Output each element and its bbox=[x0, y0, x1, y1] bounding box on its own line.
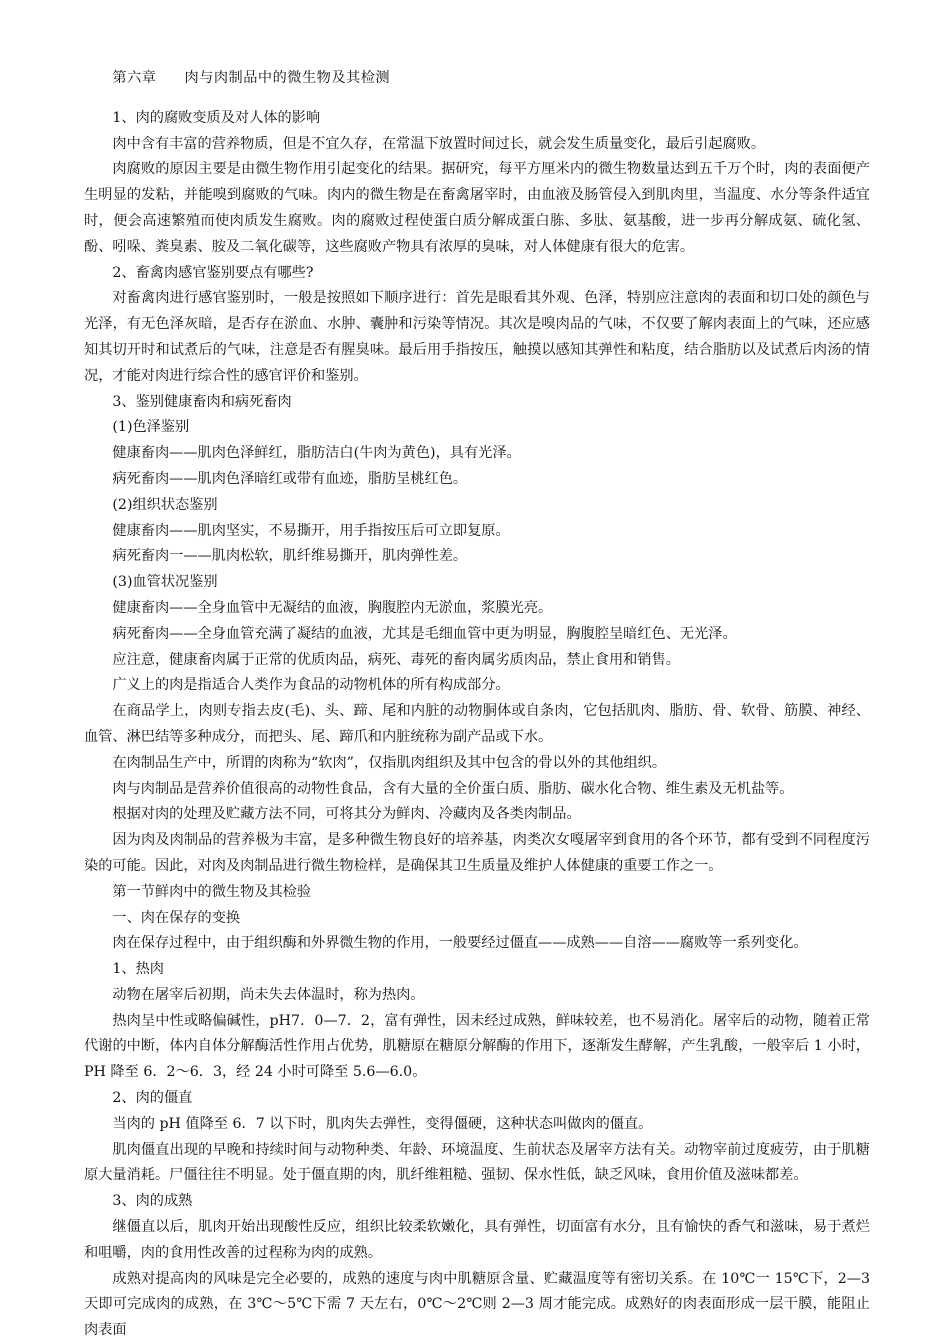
paragraph: 肉腐败的原因主要是由微生物作用引起变化的结果。据研究，每平方厘米内的微生物数量达到五千万个时，肉的表面便产生明显的发粘，并能嗅到腐败的气味。肉内的微生物是在畜禽屠宰时，由血液及肠管侵入到肌肉里，当温度、水分等条件适宜时，便会高速繁殖而使肉质发生腐败。肉的腐败过程使蛋白质分解成蛋白胨、多肽、氨基酸，进一步再分解成氨、硫化氢、酚、吲哚、粪臭素、胺及二氧化碳等，这些腐败产物具有浓厚的臭味，对人体健康有很大的危害。 bbox=[84, 161, 870, 255]
paragraph: 热肉呈中性或略偏碱性，pH7．0—7．2，富有弹性，因未经过成熟，鲜味较差，也不易消化。屠宰后的动物，随着正常代谢的中断，体内自体分解酶活性作用占优势，肌糖原在糖原分解酶的作用下，逐渐发生酵解，产生乳酸，一般宰后 1 小时，PH 降至 6．2～6．3，经 24 小时可降至 5.6—6.0。 bbox=[84, 1012, 870, 1081]
subheading-aging: 3、肉的成熟 bbox=[112, 1193, 193, 1210]
paragraph: 应注意，健康畜肉属于正常的优质肉品，病死、毒死的畜肉属劣质肉品，禁止食用和销售。 bbox=[112, 651, 680, 668]
paragraph: 根据对肉的处理及贮藏方法不同，可将其分为鲜肉、冷藏肉及各类肉制品。 bbox=[112, 806, 581, 823]
chapter-heading bbox=[84, 66, 870, 92]
section-heading-fresh-meat: 第一节鲜肉中的微生物及其检验 bbox=[112, 883, 312, 900]
paragraph: 成熟对提高肉的风味是完全必要的，成熟的速度与肉中肌糖原含量、贮藏温度等有密切关系。在 10℃一 15℃下，2—3 天即可完成肉的成熟，在 3℃～5℃下需 7 天左右，0℃～2℃则 2—3 周才能完成。成熟好的肉表面形成一层干膜，能阻止肉表面 bbox=[84, 1270, 870, 1339]
subheading-rigor: 2、肉的僵直 bbox=[112, 1090, 193, 1107]
paragraph: 动物在屠宰后初期，尚未失去体温时，称为热肉。 bbox=[112, 986, 425, 1003]
subheading-storage: 一、肉在保存的变换 bbox=[112, 909, 241, 926]
paragraph: 健康畜肉——肌肉坚实，不易撕开，用手指按压后可立即复原。 bbox=[112, 522, 510, 539]
paragraph: 在肉制品生产中，所谓的肉称为“软肉”，仅指肌肉组织及其中包含的骨以外的其他组织。 bbox=[112, 754, 667, 771]
paragraph: 健康畜肉——肌肉色泽鲜红，脂肪洁白(牛肉为黄色)，具有光泽。 bbox=[112, 445, 521, 462]
paragraph: 健康畜肉——全身血管中无凝结的血液，胸腹腔内无淤血，浆膜光亮。 bbox=[112, 599, 553, 616]
paragraph: 对畜禽肉进行感官鉴别时，一般是按照如下顺序进行：首先是眼看其外观、色泽，特别应注意肉的表面和切口处的颜色与光泽，有无色泽灰暗，是否存在淤血、水肿、囊肿和污染等情况。其次是嗅肉品的气味，不仅要了解肉表面上的气味，还应感知其切开时和试煮后的气味，注意是否有腥臭味。最后用手指按压，触摸以感知其弹性和粘度，结合脂肪以及试煮后肉汤的情况，才能对肉进行综合性的感官评价和鉴别。 bbox=[84, 290, 870, 384]
subheading-vessels: (3)血管状况鉴别 bbox=[112, 574, 218, 591]
subheading-color: (1)色泽鉴别 bbox=[112, 419, 190, 436]
paragraph: 肉与肉制品是营养价值很高的动物性食品，含有大量的全价蛋白质、脂肪、碳水化合物、维生素及无机盐等。 bbox=[112, 780, 794, 797]
paragraph: 肉中含有丰富的营养物质，但是不宜久存，在常温下放置时间过长，就会发生质量变化，最后引起腐败。 bbox=[112, 135, 766, 152]
paragraph: 因为肉及肉制品的营养极为丰富，是多种微生物良好的培养基，肉类次女嘎屠宰到食用的各个环节，都有受到不同程度污染的可能。因此，对肉及肉制品进行微生物检样，是确保其卫生质量及维护人体健康的重要工作之一。 bbox=[84, 832, 870, 874]
chapter-label: 第六章 bbox=[112, 70, 157, 86]
paragraph: 在商品学上，肉则专指去皮(毛)、头、蹄、尾和内脏的动物胴体或自条肉，它包括肌肉、脂肪、骨、软骨、筋膜、神经、血管、淋巴结等多种成分，而把头、尾、蹄爪和内脏统称为副产品或下水。 bbox=[84, 703, 870, 745]
paragraph: 当肉的 pH 值降至 6．7 以下时，肌肉失去弹性，变得僵硬，这种状态叫做肉的僵直。 bbox=[112, 1115, 653, 1132]
section-heading-identify: 3、鉴别健康畜肉和病死畜肉 bbox=[112, 393, 292, 410]
paragraph: 肉在保存过程中，由于组织酶和外界微生物的作用，一般要经过僵直——成熟——自溶——腐败等一系列变化。 bbox=[112, 935, 808, 952]
paragraph: 病死畜肉——全身血管充满了凝结的血液，尤其是毛细血管中更为明显，胸腹腔呈暗红色、无光泽。 bbox=[112, 625, 737, 642]
chapter-title: 肉与肉制品中的微生物及其检测 bbox=[184, 70, 391, 86]
paragraph: 病死畜肉一——肌肉松软，肌纤维易撕开，肌肉弹性差。 bbox=[112, 548, 468, 565]
document-body bbox=[84, 66, 870, 1344]
section-heading-sensory: 2、畜禽肉感官鉴别要点有哪些? bbox=[112, 264, 314, 281]
paragraph: 广义上的肉是指适合人类作为食品的动物机体的所有构成部分。 bbox=[112, 677, 510, 694]
section-heading-spoilage: 1、肉的腐败变质及对人体的影响 bbox=[112, 109, 321, 126]
paragraph: 继僵直以后，肌肉开始出现酸性反应，组织比较柔软嫩化，具有弹性，切面富有水分，且有愉快的香气和滋味，易于煮烂和咀嚼，肉的食用性改善的过程称为肉的成熟。 bbox=[84, 1219, 870, 1261]
subheading-hot-meat: 1、热肉 bbox=[112, 961, 164, 978]
subheading-tissue: (2)组织状态鉴别 bbox=[112, 496, 218, 513]
paragraph: 病死畜肉——肌肉色泽暗红或带有血迹，脂肪呈桃红色。 bbox=[112, 470, 468, 487]
paragraph: 肌肉僵直出现的早晚和持续时间与动物种类、年龄、环境温度、生前状态及屠宰方法有关。动物宰前过度疲劳，由于肌糖原大量消耗。尸僵往往不明显。处于僵直期的肉，肌纤维粗糙、强韧、保水性低，缺乏风味，食用价值及滋味都差。 bbox=[84, 1141, 870, 1184]
